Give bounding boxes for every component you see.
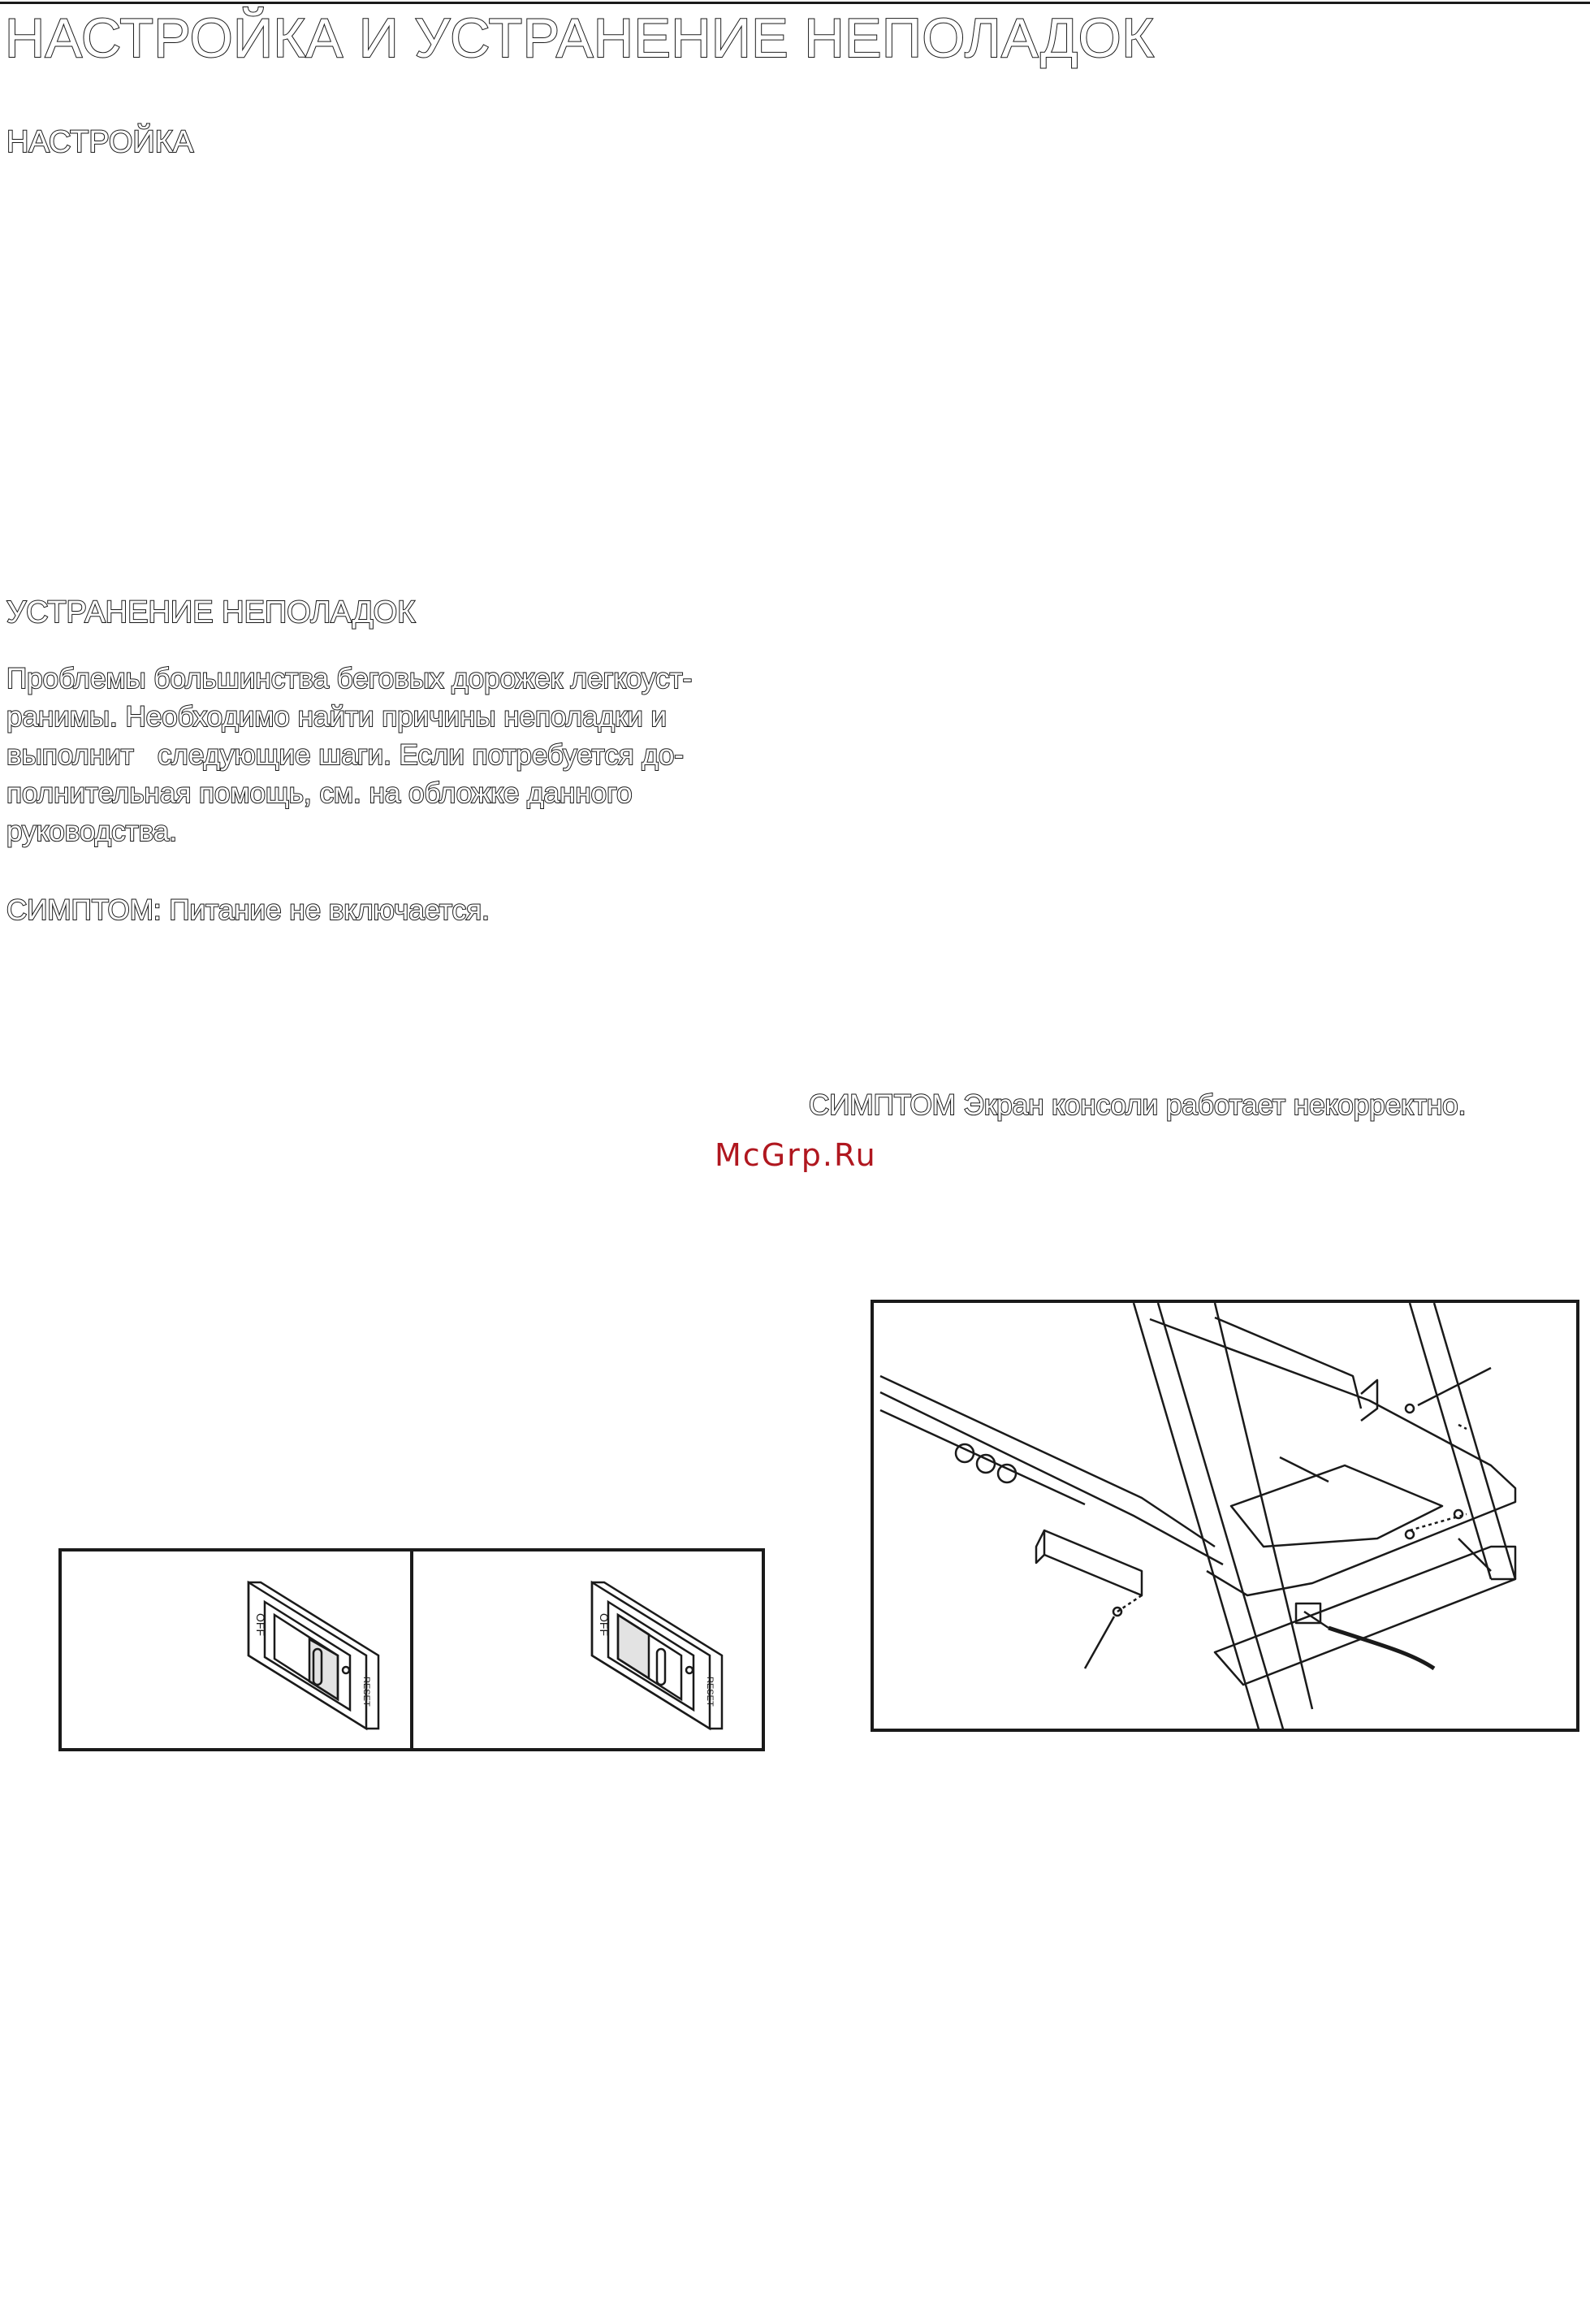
- svg-text:OFF: OFF: [598, 1613, 611, 1636]
- setup-heading: НАСТРОЙКА: [6, 125, 194, 159]
- symptom-label: СИМПТОМ: [809, 1089, 956, 1121]
- intro-line: Проблемы большинства беговых дорожек легкоуст-: [6, 663, 693, 695]
- treadmill-figure: [871, 1300, 1579, 1732]
- intro-line: выполнит следующие шаги. Если потребуется до-: [6, 739, 684, 771]
- symptom-label: СИМПТОМ:: [6, 894, 162, 926]
- rocker-switch-icon: [413, 1551, 763, 1748]
- switch-figure: [58, 1548, 765, 1751]
- intro-paragraph: [6, 660, 786, 850]
- switch-panel-reset: [413, 1551, 762, 1748]
- top-rule: [0, 2, 1590, 4]
- symptom-console: [809, 1089, 1466, 1122]
- symptom-power: [6, 894, 490, 927]
- intro-line: ранимы. Необходимо найти причины неполадки и: [6, 701, 668, 733]
- svg-text:RESET: RESET: [705, 1677, 715, 1707]
- symptom-text: Экран консоли работает некорректно.: [963, 1089, 1467, 1121]
- switch-panel-on: [62, 1551, 413, 1748]
- page-title: НАСТРОЙКА И УСТРАНЕНИЕ НЕПОЛАДОК: [5, 7, 1155, 69]
- watermark: McGrp.Ru: [715, 1137, 877, 1173]
- symptom-text: Питание не включается.: [169, 894, 490, 926]
- treadmill-base-icon: [874, 1303, 1576, 1729]
- troubleshooting-heading: УСТРАНЕНИЕ НЕПОЛАДОК: [6, 595, 416, 630]
- rocker-switch-icon: [62, 1551, 412, 1748]
- svg-text:RESET: RESET: [361, 1677, 371, 1707]
- svg-text:OFF: OFF: [254, 1613, 267, 1636]
- intro-line: руководства.: [6, 816, 177, 847]
- intro-line: полнительная помощь, см. на обложке данного: [6, 777, 633, 809]
